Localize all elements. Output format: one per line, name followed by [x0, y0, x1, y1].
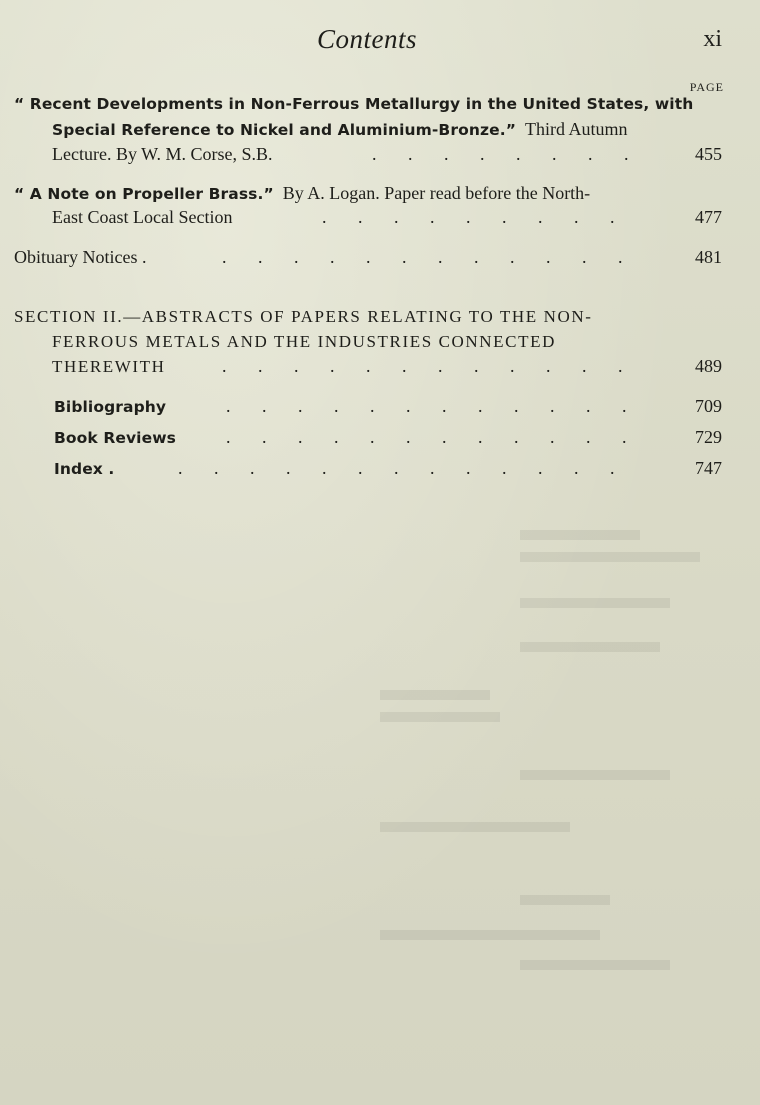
leader-dots: . . . . . . . . . . . .: [226, 396, 627, 416]
entry-title: Obituary Notices .: [14, 247, 147, 267]
entry-title: Bibliography: [54, 398, 167, 416]
entry-title-bold-part: Special Reference to Nickel and Aluminium-Bronze.”: [52, 121, 516, 139]
leader-dots: . . . . . . . .: [372, 144, 629, 164]
entry-page-number: 489: [695, 356, 722, 376]
leader-dots: . . . . . . . . . . . . .: [178, 458, 615, 478]
entry-page-number: 455: [695, 144, 722, 164]
leader-dots: . . . . . . . . . . . .: [226, 427, 627, 447]
running-head-page-number: xi: [703, 26, 722, 52]
entry-page-number: 481: [695, 247, 722, 267]
entry-title: Index .: [54, 460, 115, 478]
leader-dots: . . . . . . . . . . . .: [222, 356, 623, 376]
section-title-line-1: SECTION II.—ABSTRACTS OF PAPERS RELATING TO THE NON-: [14, 307, 593, 326]
entry-page-number: 747: [695, 458, 722, 478]
entry-page-number: 709: [695, 396, 722, 416]
section-title-line-3: THEREWITH: [52, 357, 166, 376]
entry-title-bold-part: “ A Note on Propeller Brass.”: [14, 185, 274, 203]
entry-page-number: 477: [695, 207, 722, 227]
running-head-title: Contents: [316, 24, 417, 54]
entry-title-line-1: “ Recent Developments in Non-Ferrous Metallurgy in the United States, with: [14, 95, 694, 113]
entry-page-number: 729: [695, 427, 722, 447]
entry-title-line-2: East Coast Local Section: [52, 207, 233, 227]
entry-title-tail: By A. Logan. Paper read before the North-: [282, 183, 591, 203]
page-column-label: PAGE: [689, 80, 724, 94]
leader-dots: . . . . . . . . .: [322, 207, 615, 227]
leader-dots: . . . . . . . . . . . .: [222, 247, 623, 267]
section-title-line-2: FERROUS METALS AND THE INDUSTRIES CONNECTED: [52, 332, 556, 351]
entry-title-tail: Third Autumn: [524, 119, 628, 139]
entry-title: Book Reviews: [54, 429, 176, 447]
entry-title-line-3: Lecture. By W. M. Corse, S.B.: [52, 144, 273, 164]
